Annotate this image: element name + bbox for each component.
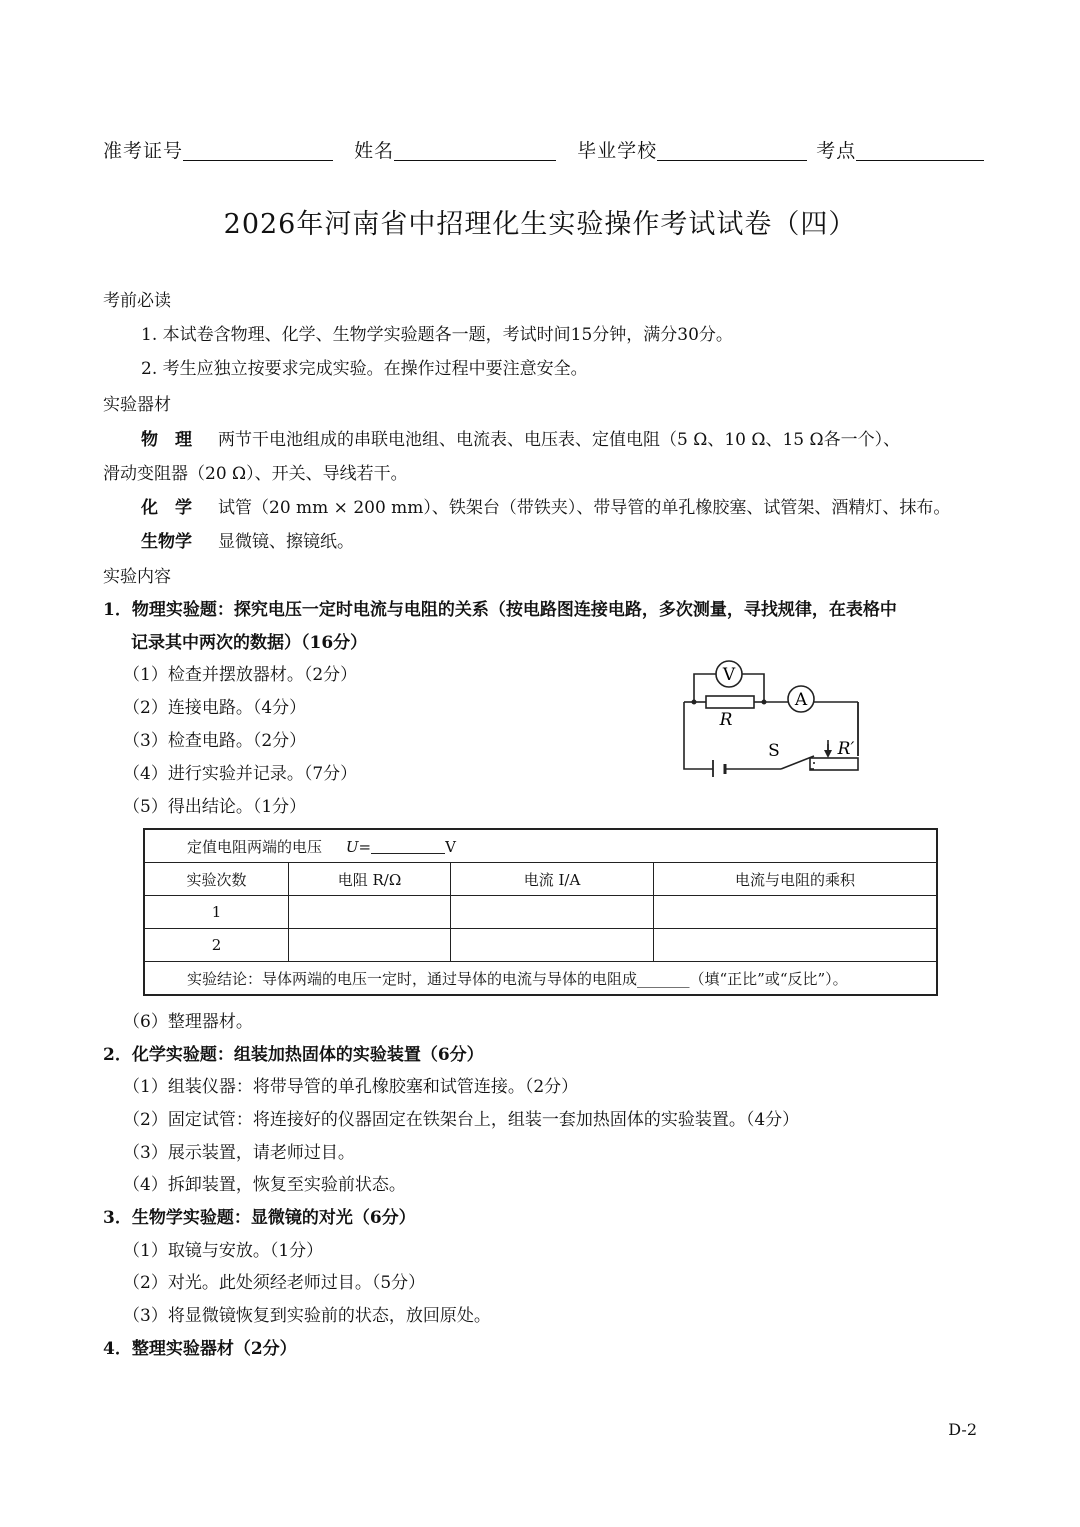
notice-item-2: 2. 考生应独立按要求完成实验。在操作过程中要注意安全。 [141, 359, 588, 379]
product-cell[interactable] [654, 929, 938, 962]
q1-step-4: （4）进行实验并记录。（7分） [123, 764, 358, 784]
header-current: 电流 I/A [451, 863, 654, 896]
chemistry-label: 化 学 [141, 498, 192, 518]
voltage-row [144, 829, 937, 863]
voltmeter-label: V [722, 665, 736, 685]
voltage-unit: V [445, 837, 456, 856]
rheostat-label: R′ [837, 739, 855, 759]
current-cell[interactable] [451, 896, 654, 929]
header-resistance: 电阻 R/Ω [289, 863, 451, 896]
exam-id-field[interactable] [183, 140, 333, 161]
physics-label: 物 理 [141, 430, 192, 450]
q3-step-1: （1）取镜与安放。（1分） [123, 1241, 324, 1261]
name-label: 姓名 [354, 140, 395, 162]
q1-step-6: （6）整理器材。 [123, 1012, 253, 1032]
equipment-heading: 实验器材 [103, 395, 171, 415]
current-cell[interactable] [451, 929, 654, 962]
page-number: D-2 [948, 1420, 977, 1439]
voltage-label: 定值电阻两端的电压 [187, 837, 323, 856]
exam-id-label: 准考证号 [103, 140, 184, 162]
circuit-diagram [676, 652, 866, 777]
candidate-info-row [103, 136, 984, 163]
q1-step-2: （2）连接电路。（4分） [123, 698, 307, 718]
q2-step-3: （3）展示装置，请老师过目。 [123, 1143, 355, 1163]
trial-number: 2 [144, 929, 289, 962]
voltage-symbol: U= [345, 837, 372, 856]
table-row [144, 929, 937, 962]
resistor-label: R [719, 710, 733, 730]
trial-number: 1 [144, 896, 289, 929]
physics-equipment-cont: 滑动变阻器（20 Ω）、开关、导线若干。 [103, 464, 408, 484]
school-field[interactable] [657, 140, 807, 161]
notice-item-1: 1. 本试卷含物理、化学、生物学实验题各一题，考试时间15分钟，满分30分。 [141, 325, 733, 345]
q3-step-3: （3）将显微镜恢复到实验前的状态，放回原处。 [123, 1306, 491, 1326]
resistance-cell[interactable] [289, 929, 451, 962]
content-heading: 实验内容 [103, 567, 171, 587]
junction-dot-left [692, 700, 697, 705]
q1-step-5: （5）得出结论。（1分） [123, 797, 307, 817]
conclusion-cell[interactable]: 实验结论：导体两端的电压一定时，通过导体的电流与导体的电阻成_______（填“正比”或“反比”）。 [144, 962, 937, 996]
site-field[interactable] [856, 140, 984, 161]
q2-step-4: （4）拆卸装置，恢复至实验前状态。 [123, 1175, 406, 1195]
q3-step-2: （2）对光。此处须经老师过目。（5分） [123, 1273, 426, 1293]
header-product: 电流与电阻的乘积 [654, 863, 938, 896]
school-label: 毕业学校 [577, 140, 658, 162]
physics-equipment: 两节干电池组成的串联电池组、电流表、电压表、定值电阻（5 Ω、10 Ω、15 Ω各一个）、 [218, 430, 901, 450]
q2-step-2: （2）固定试管：将连接好的仪器固定在铁架台上，组装一套加热固体的实验装置。（4分） [123, 1110, 800, 1130]
q4-title: 4．整理实验器材（2分） [103, 1339, 297, 1359]
record-table [143, 828, 938, 996]
biology-label: 生物学 [141, 532, 192, 552]
ammeter-label: A [794, 690, 808, 710]
page-title: 2026年河南省中招理化生实验操作考试试卷（四） [223, 209, 857, 240]
q1-step-1: （1）检查并摆放器材。（2分） [123, 665, 358, 685]
header-trial: 实验次数 [144, 863, 289, 896]
switch-label: S [768, 741, 780, 761]
product-cell[interactable] [654, 896, 938, 929]
q1-title-line1: 1．物理实验题：探究电压一定时电流与电阻的关系（按电路图连接电路，多次测量，寻找规律，在表格中 [103, 600, 897, 620]
notice-heading: 考前必读 [103, 291, 171, 311]
q3-title: 3．生物学实验题：显微镜的对光（6分） [103, 1208, 416, 1228]
biology-equipment: 显微镜、擦镜纸。 [218, 532, 354, 552]
q1-title-line2: 记录其中两次的数据）（16分） [131, 633, 368, 653]
resistance-cell[interactable] [289, 896, 451, 929]
chemistry-equipment: 试管（20 mm × 200 mm）、铁架台（带铁夹）、带导管的单孔橡胶塞、试管架、酒精灯、抹布。 [218, 498, 951, 518]
junction-dot-right [762, 700, 767, 705]
q1-step-3: （3）检查电路。（2分） [123, 731, 307, 751]
site-label: 考点 [816, 140, 857, 162]
name-field[interactable] [394, 140, 556, 161]
rheostat-slider-arrow [824, 750, 832, 758]
table-row [144, 896, 937, 929]
voltage-input[interactable] [371, 839, 445, 854]
q2-step-1: （1）组装仪器：将带导管的单孔橡胶塞和试管连接。（2分） [123, 1077, 579, 1097]
q2-title: 2．化学实验题：组装加热固体的实验装置（6分） [103, 1045, 484, 1065]
